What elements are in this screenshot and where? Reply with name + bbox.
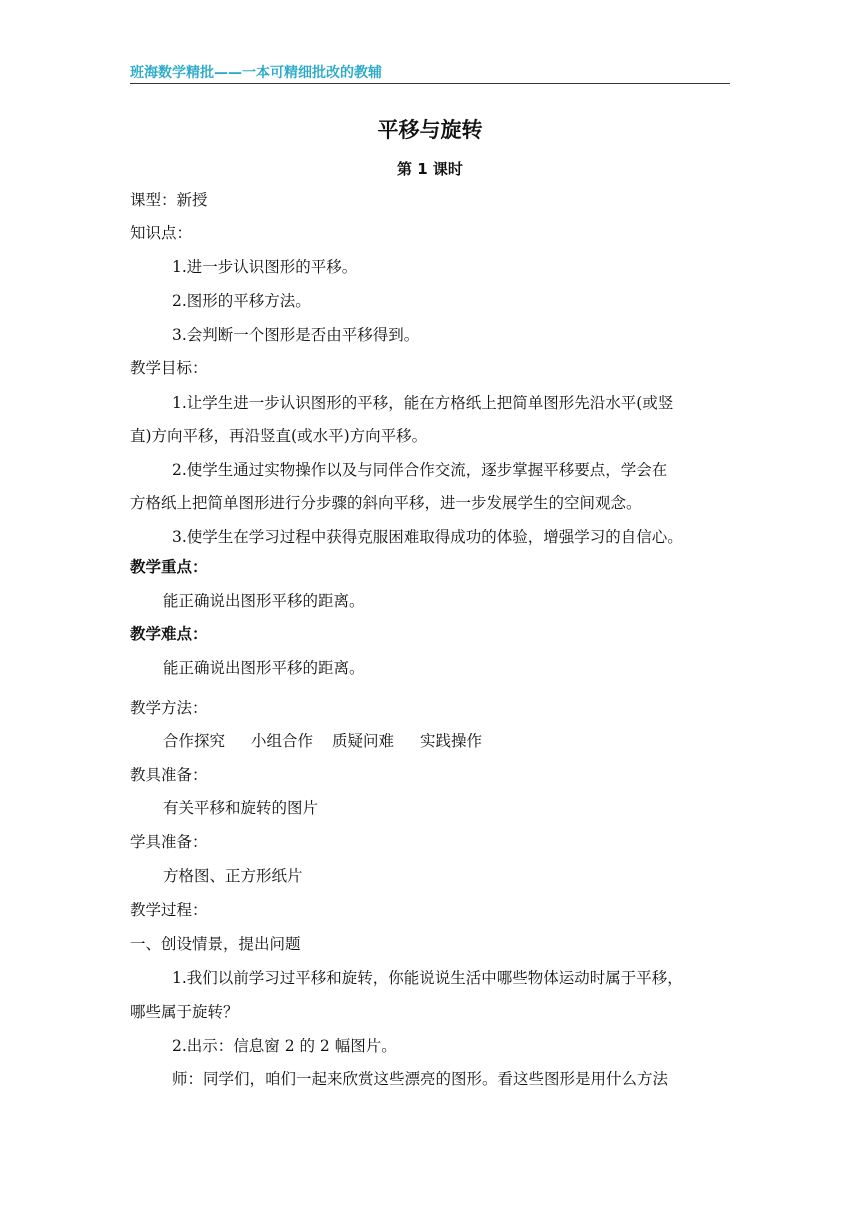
methods-heading: 教学方法：	[130, 699, 208, 717]
lesson-type: 课型：新授	[130, 191, 208, 209]
goal-1-line-2: 直)方向平移，再沿竖直(或水平)方向平移。	[130, 427, 428, 445]
teacher-tools-text: 有关平移和旋转的图片	[163, 799, 319, 817]
process-section-1: 一、创设情景，提出问题	[130, 935, 301, 953]
goal-2-line-1: 2.使学生通过实物操作以及与同伴合作交流，逐步掌握平移要点，学会在	[172, 461, 668, 479]
key-point-text: 能正确说出图形平移的距离。	[163, 592, 365, 610]
lesson-subtitle: 第 1 课时	[397, 160, 463, 178]
goal-1-line-1: 1.让学生进一步认识图形的平移，能在方格纸上把简单图形先沿水平(或竖	[172, 394, 674, 412]
method-item: 实践操作	[420, 732, 483, 750]
student-tools-text: 方格图、正方形纸片	[163, 867, 303, 885]
goal-3: 3.使学生在学习过程中获得克服困难取得成功的体验，增强学习的自信心。	[172, 528, 683, 546]
process-p3: 师：同学们，咱们一起来欣赏这些漂亮的图形。看这些图形是用什么方法	[172, 1070, 669, 1088]
knowledge-item: 3.会判断一个图形是否由平移得到。	[172, 326, 420, 344]
process-p2: 2.出示：信息窗 2 的 2 幅图片。	[172, 1037, 397, 1055]
process-p1-line-1: 1.我们以前学习过平移和旋转，你能说说生活中哪些物体运动时属于平移，	[172, 969, 683, 987]
goal-2-line-2: 方格纸上把简单图形进行分步骤的斜向平移，进一步发展学生的空间观念。	[130, 494, 642, 512]
teacher-tools-heading: 教具准备：	[130, 766, 208, 784]
header-text: 班海数学精批——一本可精细批改的教辅	[130, 65, 382, 81]
methods-list	[163, 730, 733, 752]
header-divider	[130, 83, 730, 84]
page-title: 平移与旋转	[377, 118, 483, 142]
student-tools-heading: 学具准备：	[130, 833, 208, 851]
knowledge-item: 1.进一步认识图形的平移。	[172, 258, 358, 276]
difficult-point-heading: 教学难点：	[130, 625, 208, 643]
method-item: 小组合作	[251, 732, 314, 750]
key-point-heading: 教学重点：	[130, 558, 208, 576]
difficult-point-text: 能正确说出图形平移的距离。	[163, 659, 365, 677]
process-heading: 教学过程：	[130, 901, 208, 919]
process-p1-line-2: 哪些属于旋转？	[130, 1003, 239, 1021]
goals-heading: 教学目标：	[130, 359, 208, 377]
method-item: 质疑问难	[332, 732, 395, 750]
knowledge-item: 2.图形的平移方法。	[172, 292, 311, 310]
knowledge-heading: 知识点：	[130, 224, 193, 242]
method-item: 合作探究	[163, 732, 226, 750]
